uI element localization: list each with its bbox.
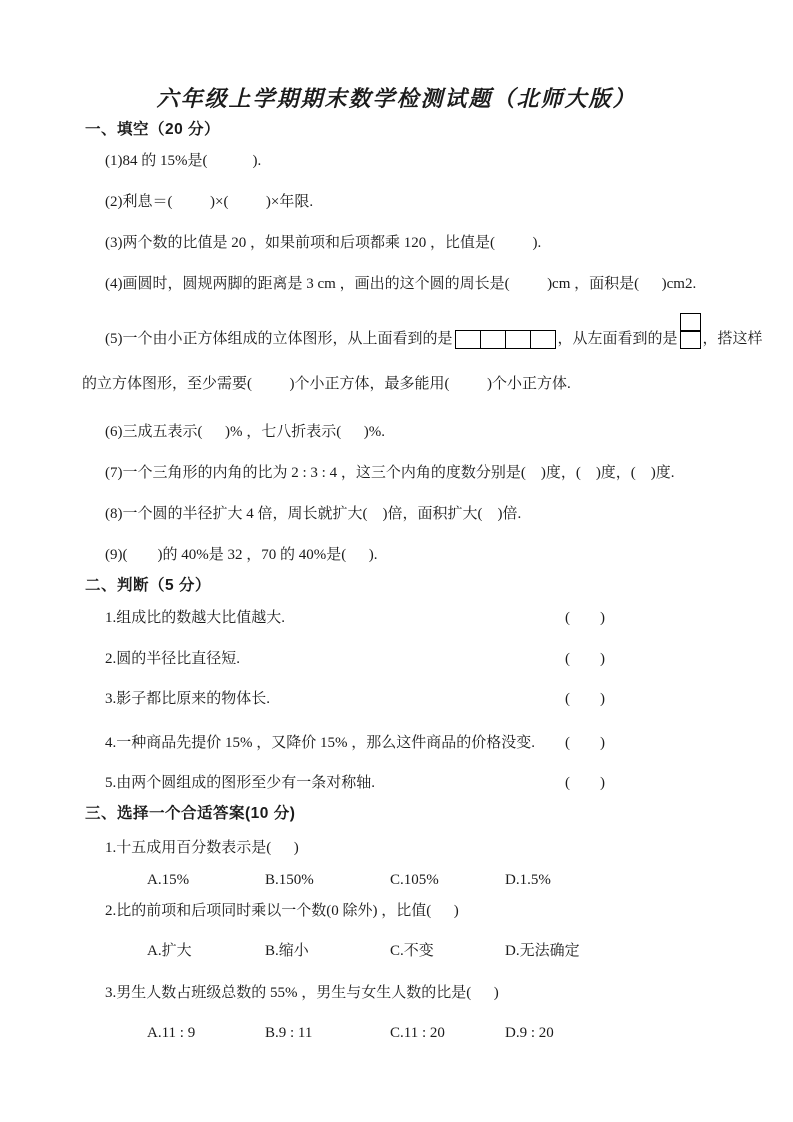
option-c: C.11 : 20 xyxy=(390,1025,445,1041)
fill-q5 xyxy=(105,313,763,349)
answer-bracket: ( ) xyxy=(565,775,605,791)
answer-bracket: ( ) xyxy=(565,691,605,707)
diagram-cell xyxy=(480,330,506,349)
fill-q5-line2: 的立方体图形，至少需要( )个小正方体，最多能用( )个小正方体. xyxy=(82,376,571,392)
diagram-cell xyxy=(530,330,556,349)
answer-bracket: ( ) xyxy=(565,651,605,667)
judge-item-text: 2.圆的半径比直径短. xyxy=(105,651,241,667)
option-a: A.扩大 xyxy=(147,943,192,959)
option-b: B.9 : 11 xyxy=(265,1025,313,1041)
fill-q8: (8)一个圆的半径扩大 4 倍，周长就扩大( )倍，面积扩大( )倍. xyxy=(105,506,522,522)
fill-q5-text-1: (5)一个由小正方体组成的立体图形，从上面看到的是 xyxy=(105,331,453,347)
judge-item xyxy=(105,733,605,753)
fill-q9: (9)( )的 40%是 32 ，70 的 40%是( ). xyxy=(105,547,378,563)
choice-q1: 1.十五成用百分数表示是( ) xyxy=(105,840,299,856)
option-a: A.15% xyxy=(147,872,190,888)
choice-q3-options xyxy=(147,1023,554,1043)
section-heading-judge: 二、判断（5 分） xyxy=(85,577,211,594)
judge-item-text: 3.影子都比原来的物体长. xyxy=(105,691,271,707)
diagram-cell xyxy=(680,313,701,332)
judge-item xyxy=(105,649,605,669)
option-a: A.11 : 9 xyxy=(147,1025,196,1041)
judge-item-text: 1.组成比的数越大比值越大. xyxy=(105,610,286,626)
option-b: B.缩小 xyxy=(265,943,309,959)
answer-bracket: ( ) xyxy=(565,735,605,751)
choice-q1-options xyxy=(147,870,551,890)
diagram-cell xyxy=(680,332,701,349)
fill-q3: (3)两个数的比值是 20 ，如果前项和后项都乘 120 ，比值是( ). xyxy=(105,235,542,251)
judge-item xyxy=(105,689,605,709)
fill-q6: (6)三成五表示( )% ，七八折表示( )%. xyxy=(105,424,385,440)
choice-q3: 3.男生人数占班级总数的 55% ，男生与女生人数的比是( ) xyxy=(105,985,499,1001)
diagram-cell xyxy=(505,330,531,349)
option-d: D.无法确定 xyxy=(505,943,580,959)
option-c: C.105% xyxy=(390,872,439,888)
option-d: D.1.5% xyxy=(505,872,551,888)
choice-q2: 2.比的前项和后项同时乘以一个数(0 除外) ，比值( ) xyxy=(105,903,459,919)
fill-q1: (1)84 的 15%是( ). xyxy=(105,153,262,169)
fill-q7: (7)一个三角形的内角的比为 2 : 3 : 4 ，这三个内角的度数分别是( )度，( )度，( )度. xyxy=(105,465,675,481)
fill-q5-text-3: ，搭这样 xyxy=(702,331,763,347)
option-b: B.150% xyxy=(265,872,314,888)
judge-item-text: 4.一种商品先提价 15% ，又降价 15% ，那么这件商品的价格没变. xyxy=(105,735,535,751)
option-c: C.不变 xyxy=(390,943,434,959)
diagram-cell xyxy=(455,330,481,349)
judge-item xyxy=(105,608,605,628)
option-d: D.9 : 20 xyxy=(505,1025,554,1041)
judge-item-text: 5.由两个圆组成的图形至少有一条对称轴. xyxy=(105,775,376,791)
fill-q4: (4)画圆时，圆规两脚的距离是 3 cm ，画出的这个圆的周长是( )cm ，面积是( )cm2. xyxy=(105,276,697,292)
choice-q2-options xyxy=(147,941,580,961)
section-heading-choice: 三、选择一个合适答案(10 分) xyxy=(85,805,296,822)
fill-q5-text-2: ，从左面看到的是 xyxy=(557,331,678,347)
left-view-diagram xyxy=(680,313,701,349)
section-heading-fill: 一、填空（20 分） xyxy=(85,121,221,138)
answer-bracket: ( ) xyxy=(565,610,605,626)
judge-item xyxy=(105,773,605,793)
fill-q2: (2)利息＝( )×( )×年限. xyxy=(105,194,314,210)
top-view-diagram xyxy=(455,330,556,349)
page-title: 六年级上学期期末数学检测试题（北师大版） xyxy=(156,86,637,112)
